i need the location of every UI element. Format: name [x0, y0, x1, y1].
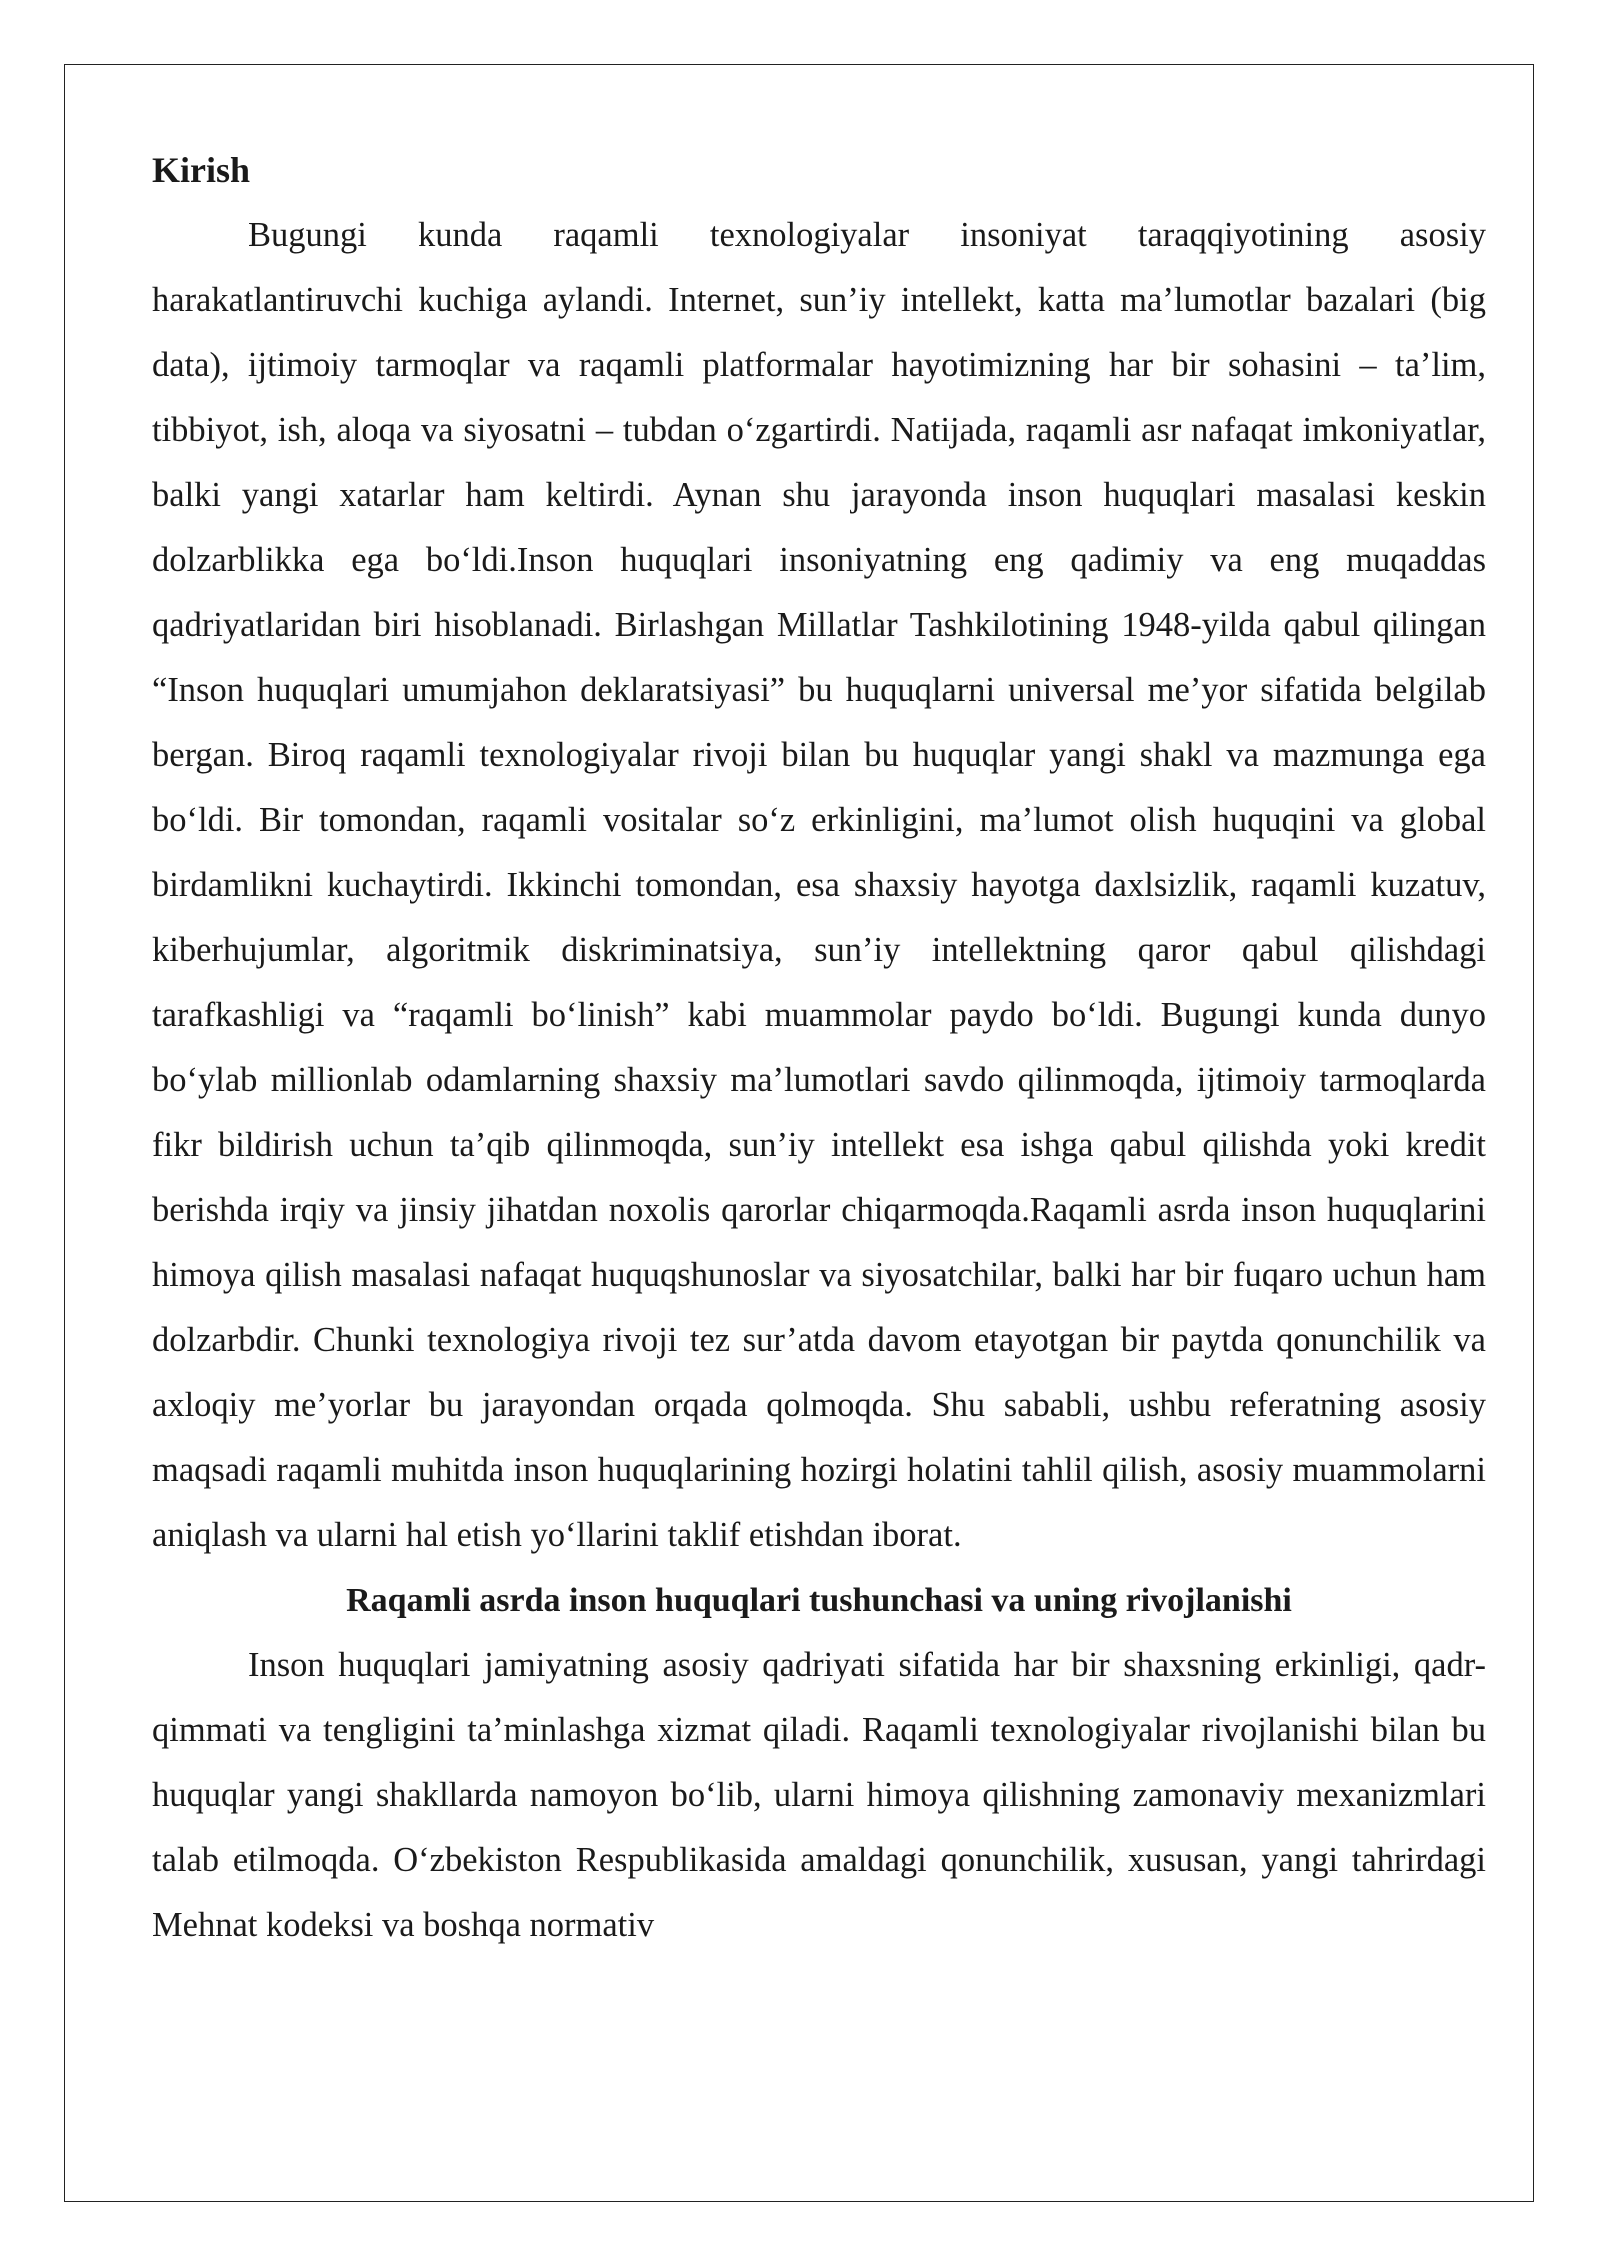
- introduction-paragraph: Bugungi kunda raqamli texnologiyalar insoniyat taraqqiyotining asosiy harakatlantiruvchi kuchiga aylandi. Internet, sun’iy intellekt, katta ma’lumotlar bazalari (big data), ijtimoiy tarmoqlar va raqamli platformalar hayotimizning har bir sohasini – ta’lim, tibbiyot, ish, aloqa va siyosatni – tubdan o‘zgartirdi. Natijada, raqamli asr nafaqat imkoniyatlar, balki yangi xatarlar ham keltirdi. Aynan shu jarayonda inson huquqlari masalasi keskin dolzarblikka ega bo‘ldi.Inson huquqlari insoniyatning eng qadimiy va eng muqaddas qadriyatlaridan biri hisoblanadi. Birlashgan Millatlar Tashkilotining 1948-yilda qabul qilingan “Inson huquqlari umumjahon deklaratsiyasi” bu huquqlarni universal me’yor sifatida belgilab bergan. Biroq raqamli texnologiyalar rivoji bilan bu huquqlar yangi shakl va mazmunga ega bo‘ldi. Bir tomondan, raqamli vositalar so‘z erkinligini, ma’lumot olish huquqini va global birdamlikni kuchaytirdi. Ikkinchi tomondan, esa shaxsiy hayotga daxlsizlik, raqamli kuzatuv, kiberhujumlar, algoritmik diskriminatsiya, sun’iy intellektning qaror qabul qilishdagi tarafkashligi va “raqamli bo‘linish” kabi muammolar paydo bo‘ldi. Bugungi kunda dunyo bo‘ylab millionlab odamlarning shaxsiy ma’lumotlari savdo qilinmoqda, ijtimoiy tarmoqlarda fikr bildirish uchun ta’qib qilinmoqda, sun’iy intellekt esa ishga qabul qilishda yoki kredit berishda irqiy va jinsiy jihatdan noxolis qarorlar chiqarmoqda.Raqamli asrda inson huquqlarini himoya qilish masalasi nafaqat huquqshunoslar va siyosatchilar, balki har bir fuqaro uchun ham dolzarbdir. Chunki texnologiya rivoji tez sur’atda davom etayotgan bir paytda qonunchilik va axloqiy me’yorlar bu jarayondan orqada qolmoqda. Shu sababli, ushbu referatning asosiy maqsadi raqamli muhitda inson huquqlarining hozirgi holatini tahlil qilish, asosiy muammolarni aniqlash va ularni hal etish yo‘llarini taklif etishdan iborat.: [152, 216, 1486, 1554]
- document-body: [152, 138, 1486, 1958]
- section-heading-concept: Raqamli asrda inson huquqlari tushunchasi va uning rivojlanishi: [346, 1582, 1292, 1619]
- section-heading-introduction: Kirish: [152, 150, 251, 190]
- concept-paragraph: Inson huquqlari jamiyatning asosiy qadriyati sifatida har bir shaxsning erkinligi, qadr-qimmati va tengligini ta’minlashga xizmat qiladi. Raqamli texnologiyalar rivojlanishi bilan bu huquqlar yangi shakllarda namoyon bo‘lib, ularni himoya qilishning zamonaviy mexanizmlari talab etilmoqda. O‘zbekiston Respublikasida amaldagi qonunchilik, xususan, yangi tahrirdagi Mehnat kodeksi va boshqa normativ: [152, 1646, 1486, 1944]
